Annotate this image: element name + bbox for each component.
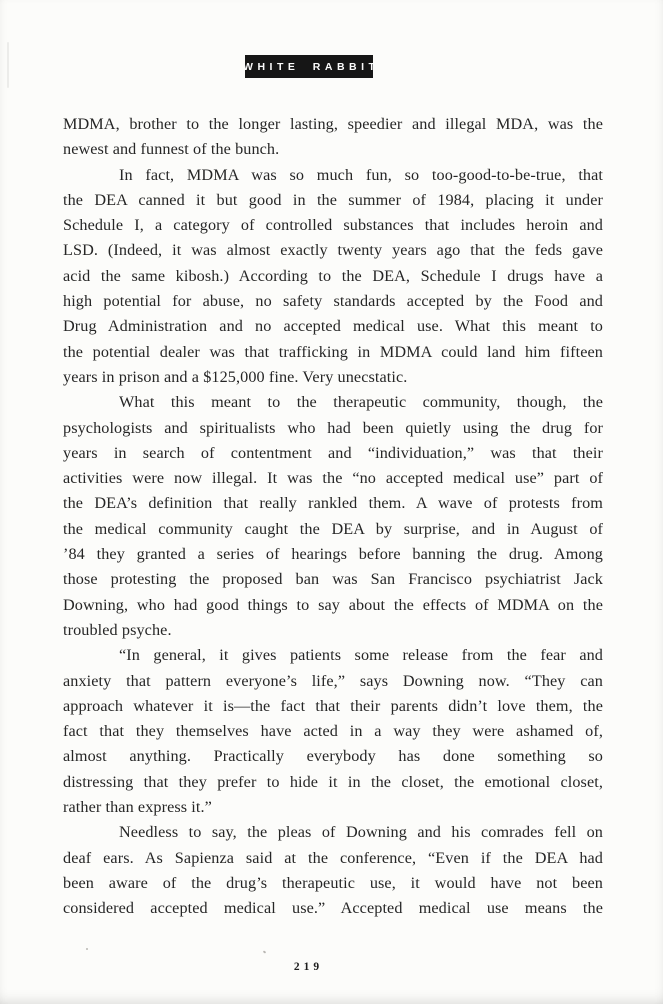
scan-speck: [86, 948, 88, 950]
text-line: high potential for abuse, no safety standards accepted by the Food and: [63, 292, 603, 311]
text-line: those protesting the proposed ban was San Francisco psychiatrist Jack: [63, 570, 603, 589]
text-line: almost anything. Practically everybody has done something so: [63, 747, 603, 766]
text-line: the medical community caught the DEA by surprise, and in August of: [63, 519, 603, 538]
text-line: What this meant to the therapeutic community, though, the: [119, 393, 603, 412]
text-line: the DEA’s definition that really rankled them. A wave of protests from: [63, 494, 603, 513]
text-line: activities were now illegal. It was the “no accepted medical use” part of: [63, 469, 603, 488]
text-line: rather than express it.”: [63, 798, 212, 817]
text-line: ’84 they granted a series of hearings before banning the drug. Among: [63, 545, 603, 564]
text-line: troubled psyche.: [63, 620, 172, 639]
text-line: In fact, MDMA was so much fun, so too-good-to-be-true, that: [119, 165, 603, 184]
text-line: psychologists and spiritualists who had been quietly using the drug for: [63, 418, 603, 437]
text-line: the DEA canned it but good in the summer of 1984, placing it under: [63, 190, 603, 209]
text-line: Schedule I, a category of controlled substances that includes heroin and: [63, 216, 603, 235]
text-line: years in search of contentment and “individuation,” was that their: [63, 443, 603, 462]
scan-speck: [263, 950, 267, 953]
text-line: considered accepted medical use.” Accepted medical use means the: [63, 899, 603, 918]
text-line: deaf ears. As Sapienza said at the conference, “Even if the DEA had: [63, 848, 603, 867]
text-line: Downing, who had good things to say about the effects of MDMA on the: [63, 595, 603, 614]
text-line: years in prison and a $125,000 fine. Very unecstatic.: [63, 367, 408, 386]
text-line: MDMA, brother to the longer lasting, speedier and illegal MDA, was the: [63, 115, 603, 133]
page-number: 219: [293, 961, 324, 973]
text-line: newest and funnest of the bunch.: [63, 140, 280, 159]
body-text: [63, 112, 603, 922]
running-head-banner: [243, 55, 380, 78]
text-line: distressing that they prefer to hide it in the closet, the emotional closet,: [63, 772, 603, 791]
running-head-title: WHITE RABBIT: [243, 60, 380, 73]
text-line: the potential dealer was that trafficking in MDMA could land him fifteen: [63, 342, 603, 361]
text-line: LSD. (Indeed, it was almost exactly twenty years ago that the feds gave: [63, 241, 603, 260]
scan-edge-artifact: [7, 42, 9, 88]
text-line: anxiety that pattern everyone’s life,” says Downing now. “They can: [63, 671, 603, 690]
text-line: been aware of the drug’s therapeutic use, it would have not been: [63, 873, 603, 892]
text-line: fact that they themselves have acted in a way they were ashamed of,: [63, 722, 603, 741]
text-line: acid the same kibosh.) According to the DEA, Schedule I drugs have a: [63, 266, 603, 285]
text-line: Needless to say, the pleas of Downing and his comrades fell on: [119, 823, 603, 842]
text-line: Drug Administration and no accepted medical use. What this meant to: [63, 317, 603, 336]
text-line: “In general, it gives patients some release from the fear and: [119, 646, 603, 665]
text-line: approach whatever it is—the fact that their parents didn’t love them, the: [63, 696, 603, 715]
